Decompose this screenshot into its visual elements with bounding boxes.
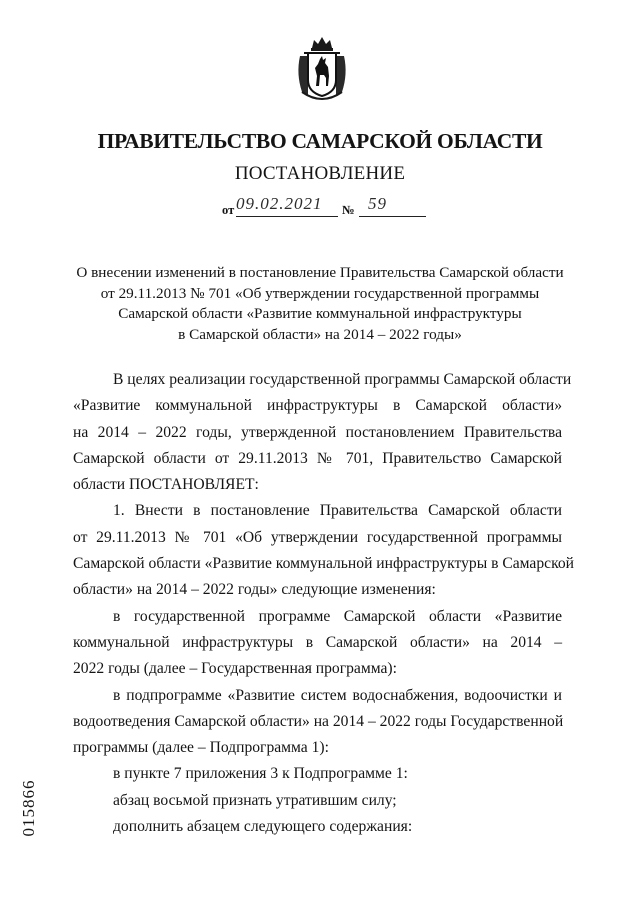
subject-line: Самарской области «Развитие коммунальной инфраструктуры — [118, 305, 522, 322]
body-line: абзац восьмой признать утратившим силу; — [113, 791, 397, 809]
body-line: в пункте 7 приложения 3 к Подпрограмме 1: — [113, 765, 408, 783]
body-line: 2022 годы (далее – Государственная программа): — [73, 660, 397, 678]
side-serial-number: 015866 — [19, 779, 38, 837]
body-line: в государственной программе Самарской области «Развитие — [113, 607, 562, 625]
document-subject — [60, 263, 580, 345]
date-value: 09.02.2021 — [236, 194, 323, 213]
subject-line: от 29.11.2013 № 701 «Об утверждении государственной программы — [100, 284, 540, 302]
document-type: ПОСТАНОВЛЕНИЕ — [234, 163, 406, 184]
organization-title: ПРАВИТЕЛЬСТВО САМАРСКОЙ ОБЛАСТИ — [97, 129, 543, 153]
number-value: 59 — [368, 194, 387, 213]
body-line: области» на 2014 – 2022 годы» следующие изменения: — [73, 581, 436, 599]
number-underline — [359, 216, 426, 217]
body-line: коммунальной инфраструктуры в Самарской области» на 2014 – — [73, 633, 562, 651]
samara-coat-of-arms-icon — [292, 34, 352, 104]
subject-line: О внесении изменений в постановление Правительства Самарской области — [76, 264, 564, 281]
body-line: водоотведения Самарской области» на 2014 – 2022 годы Государственной — [73, 712, 564, 730]
body-line: Самарской области «Развитие коммунальной инфраструктуры в Самарской — [73, 555, 574, 573]
body-line: дополнить абзацем следующего содержания: — [113, 818, 413, 836]
document-body — [73, 367, 574, 840]
body-line: от 29.11.2013 № 701 «Об утверждении государственной программы — [73, 528, 562, 546]
date-prefix: от — [222, 203, 235, 217]
body-line: программы (далее – Подпрограмма 1): — [73, 739, 329, 757]
body-line: области ПОСТАНОВЛЯЕТ: — [73, 476, 259, 494]
number-prefix: № — [342, 203, 355, 217]
body-line: 1. Внести в постановление Правительства Самарской области — [113, 502, 562, 520]
date-number-line — [222, 195, 442, 219]
body-line: Самарской области от 29.11.2013 № 701, Правительство Самарской — [73, 449, 562, 467]
body-line: на 2014 – 2022 годы, утвержденной постановлением Правительства — [73, 423, 562, 441]
body-line: В целях реализации государственной программы Самарской области — [113, 371, 572, 388]
body-line: «Развитие коммунальной инфраструктуры в Самарской области» — [73, 397, 562, 415]
date-underline — [236, 216, 338, 217]
body-line: в подпрограмме «Развитие систем водоснабжения, водоочистки и — [113, 686, 562, 704]
subject-line: в Самарской области» на 2014 – 2022 годы» — [178, 325, 462, 343]
